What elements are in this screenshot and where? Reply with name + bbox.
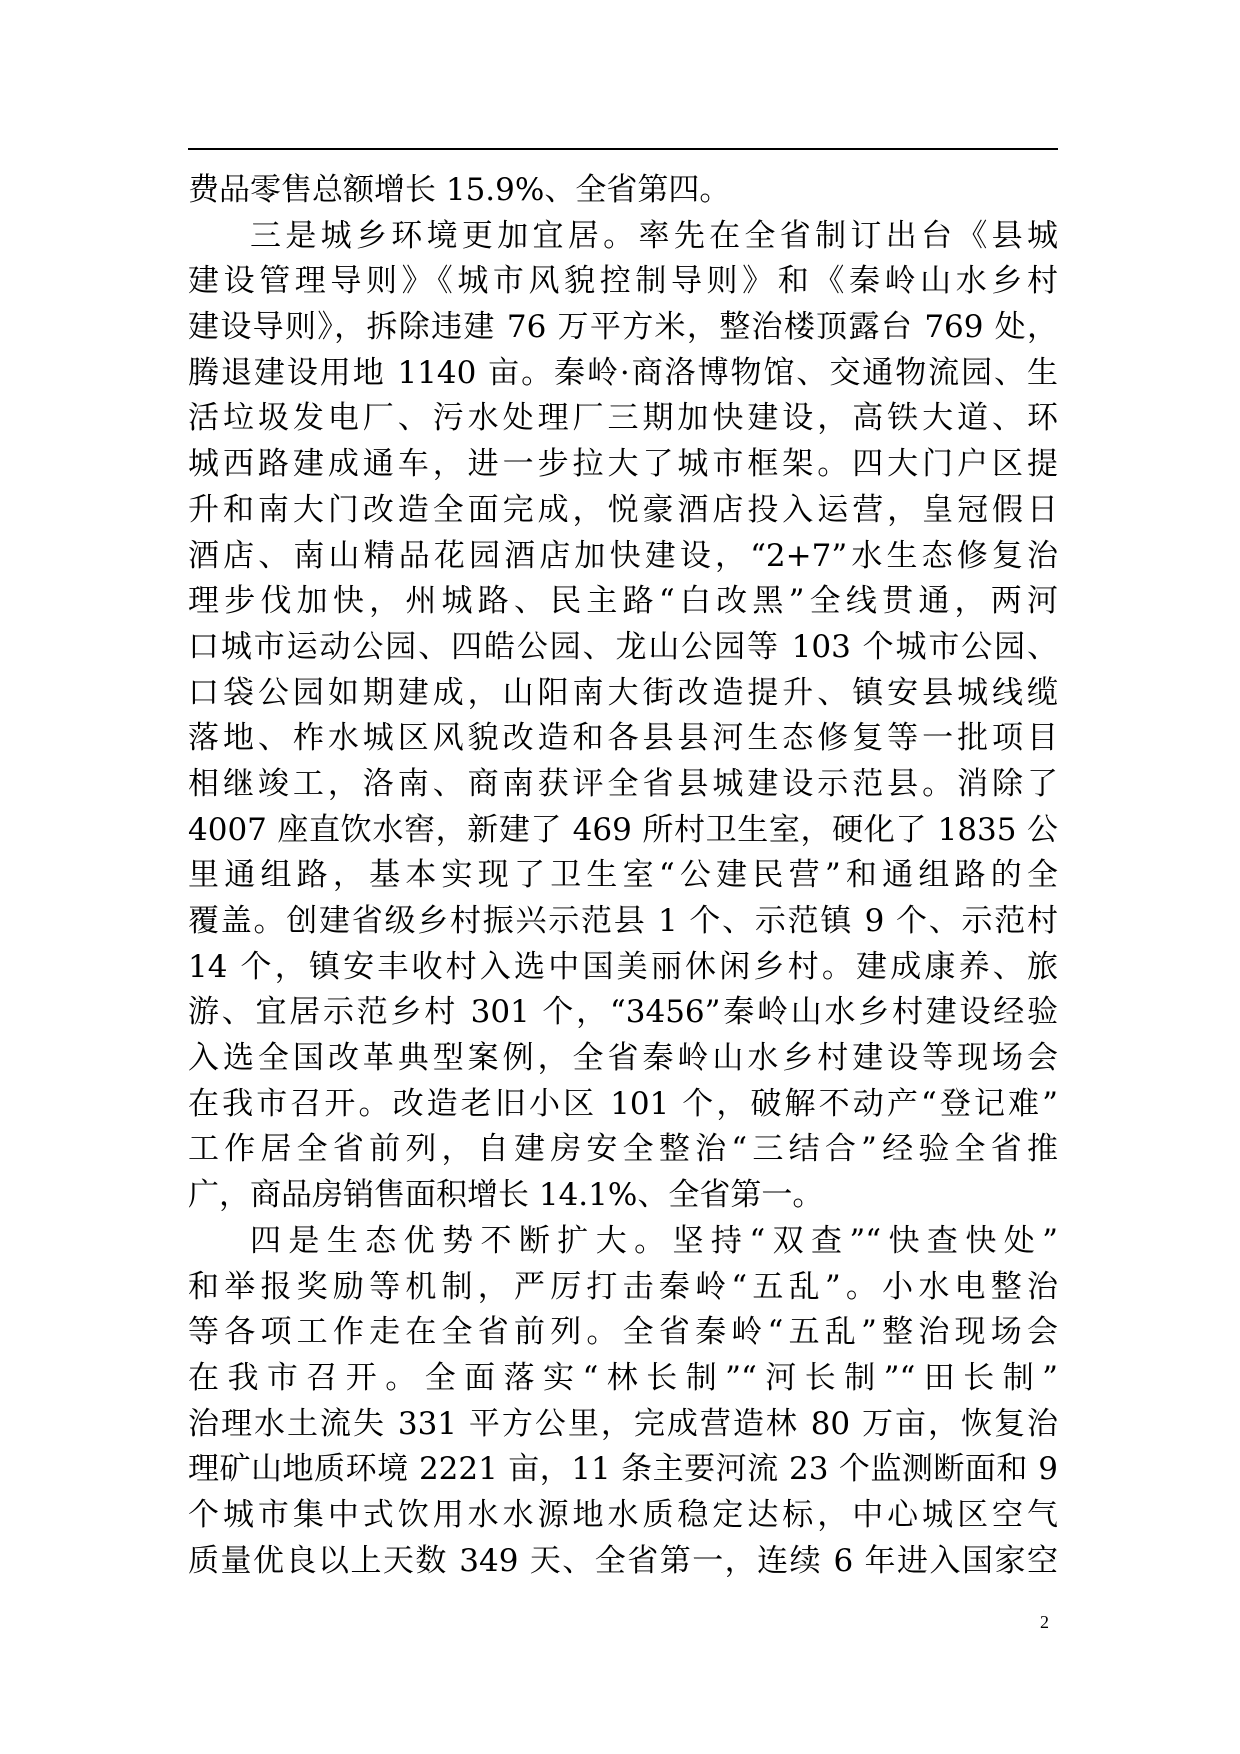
text-line: 工作居全省前列，自建房安全整治“三结合”经验全省推 xyxy=(188,1131,1058,1168)
text-line: 落地、柞水城区风貌改造和各县县河生态修复等一批项目 xyxy=(188,720,1058,757)
text-line: 广，商品房销售面积增长 14.1%、全省第一。 xyxy=(188,1177,824,1214)
text-line: 建设导则》，拆除违建 76 万平方米，整治楼顶露台 769 处， xyxy=(188,309,1058,346)
text-line: 4007 座直饮水窖，新建了 469 所村卫生室，硬化了 1835 公 xyxy=(188,811,1058,848)
text-line: 游、宜居示范乡村 301 个，“3456”秦岭山水乡村建设经验 xyxy=(188,994,1058,1031)
text-line: 口袋公园如期建成，山阳南大街改造提升、镇安县城线缆 xyxy=(188,674,1058,711)
text-line: 腾退建设用地 1140 亩。秦岭·商洛博物馆、交通物流园、生 xyxy=(188,354,1058,391)
text-line: 里通组路，基本实现了卫生室“公建民营”和通组路的全 xyxy=(188,857,1058,894)
text-line: 建设管理导则》《城市风貌控制导则》和《秦岭山水乡村 xyxy=(188,263,1058,300)
page-number: 2 xyxy=(1040,1612,1049,1632)
text-line: 和举报奖励等机制，严厉打击秦岭“五乱”。小水电整治 xyxy=(188,1268,1058,1305)
document-body xyxy=(188,168,1058,1584)
text-line: 个城市集中式饮用水水源地水质稳定达标，中心城区空气 xyxy=(188,1496,1058,1533)
text-line: 质量优良以上天数 349 天、全省第一，连续 6 年进入国家空 xyxy=(188,1542,1058,1579)
text-line: 理矿山地质环境 2221 亩，11 条主要河流 23 个监测断面和 9 xyxy=(188,1451,1058,1488)
text-line: 等各项工作走在全省前列。全省秦岭“五乱”整治现场会 xyxy=(188,1314,1058,1351)
header-rule xyxy=(188,148,1058,150)
text-line: 相继竣工，洛南、商南获评全省县城建设示范县。消除了 xyxy=(188,765,1058,802)
text-line: 入选全国改革典型案例，全省秦岭山水乡村建设等现场会 xyxy=(188,1040,1058,1077)
text-line: 费品零售总额增长 15.9%、全省第四。 xyxy=(188,172,731,208)
text-line: 14 个，镇安丰收村入选中国美丽休闲乡村。建成康养、旅 xyxy=(188,948,1058,985)
text-line: 升和南大门改造全面完成，悦豪酒店投入运营，皇冠假日 xyxy=(188,491,1058,528)
text-line: 覆盖。创建省级乡村振兴示范县 1 个、示范镇 9 个、示范村 xyxy=(188,903,1058,939)
text-line: 治理水土流失 331 平方公里，完成营造林 80 万亩，恢复治 xyxy=(188,1405,1058,1442)
text-line: 城西路建成通车，进一步拉大了城市框架。四大门户区提 xyxy=(188,446,1058,483)
text-line: 口城市运动公园、四皓公园、龙山公园等 103 个城市公园、 xyxy=(188,628,1058,665)
text-line: 酒店、南山精品花园酒店加快建设，“2+7”水生态修复治 xyxy=(188,537,1058,574)
text-line: 活垃圾发电厂、污水处理厂三期加快建设，高铁大道、环 xyxy=(188,400,1058,437)
text-line: 理步伐加快，州城路、民主路“白改黑”全线贯通，两河 xyxy=(188,583,1058,620)
text-line: 在我市召开。全面落实“林长制”“河长制”“田长制” xyxy=(188,1359,1058,1396)
text-line: 三是城乡环境更加宜居。率先在全省制订出台《县城 xyxy=(250,217,1058,254)
text-line: 在我市召开。改造老旧小区 101 个，破解不动产“登记难” xyxy=(188,1085,1058,1122)
text-line: 四是生态优势不断扩大。坚持“双查”“快查快处” xyxy=(250,1222,1058,1259)
